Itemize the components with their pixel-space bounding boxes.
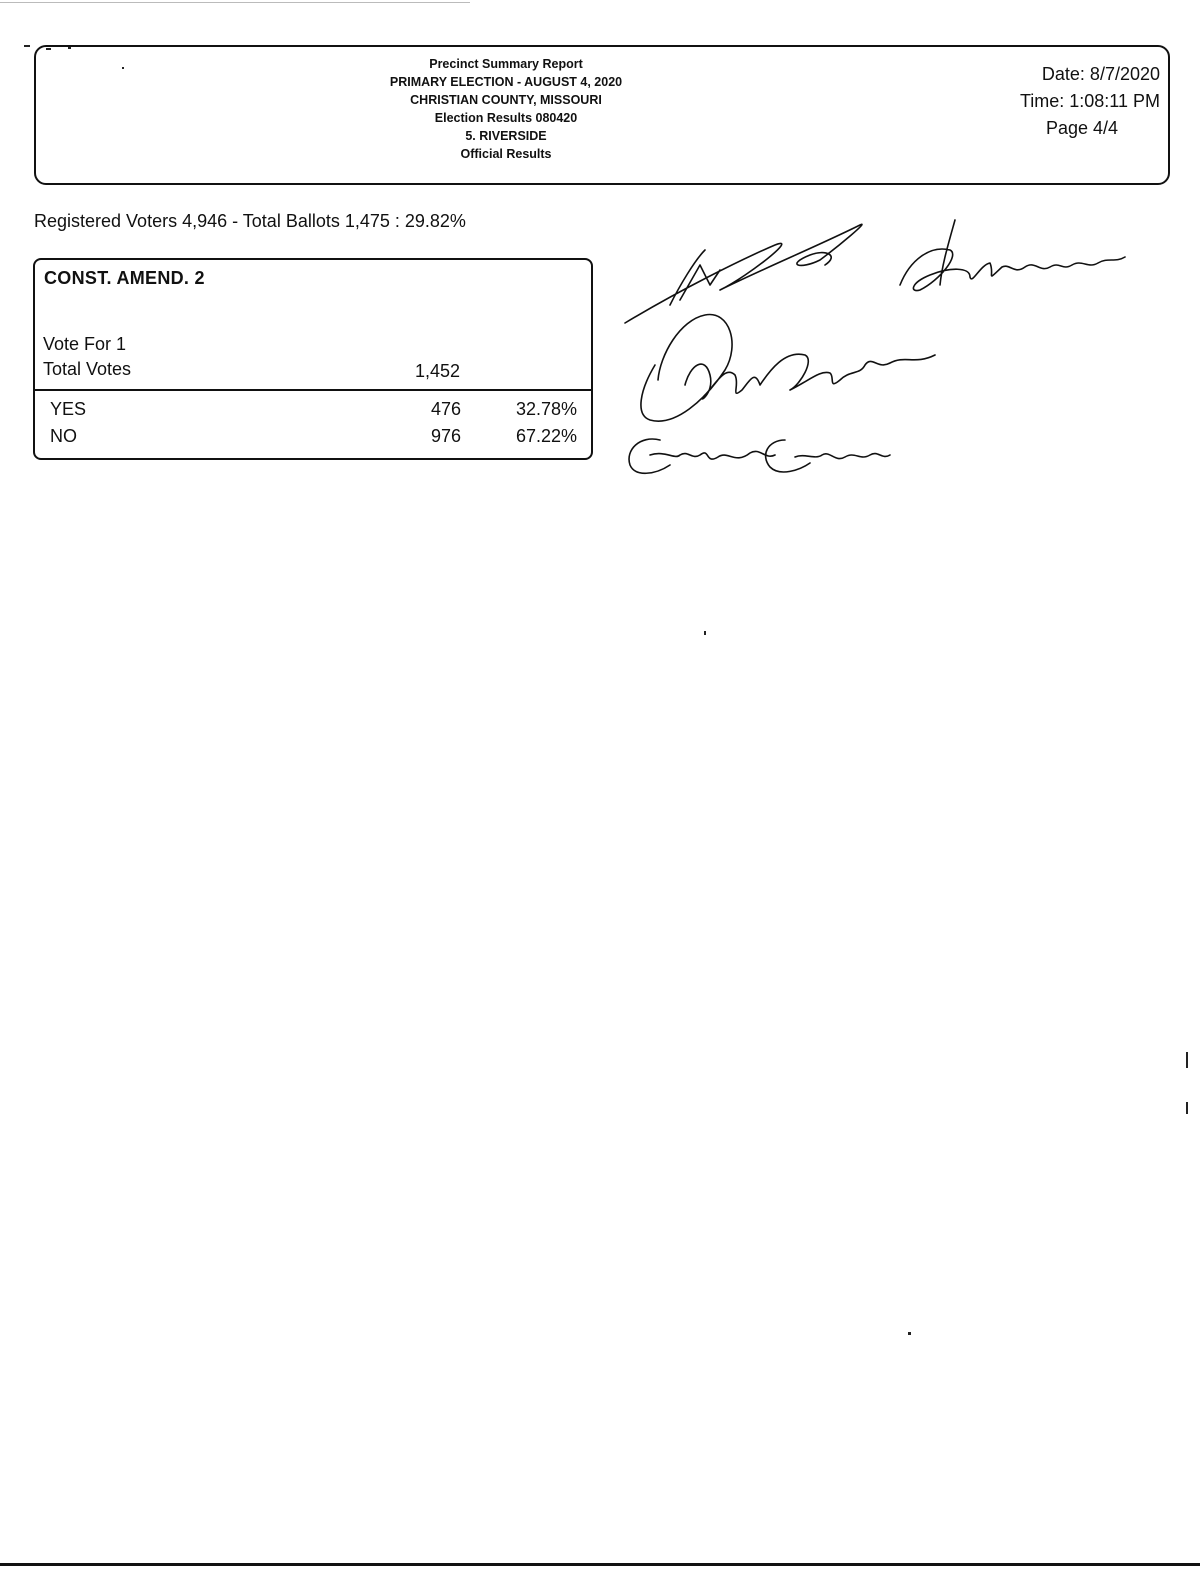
total-votes-value: 1,452: [414, 361, 460, 381]
page-number: Page 4/4: [1045, 118, 1118, 138]
choice-name: YES: [50, 399, 87, 419]
signature-4: [629, 439, 890, 473]
choice-row-yes: [35, 399, 591, 425]
election-name: PRIMARY ELECTION - AUGUST 4, 2020: [389, 75, 623, 89]
county-name: CHRISTIAN COUNTY, MISSOURI: [410, 93, 602, 107]
contest-title: CONST. AMEND. 2: [44, 268, 205, 288]
choice-votes: 976: [430, 426, 461, 446]
report-meta: [960, 61, 1160, 142]
choice-name: NO: [50, 426, 77, 446]
report-header-box: [34, 45, 1170, 185]
vote-for-label: Vote For 1: [43, 334, 127, 354]
choice-percent: 32.78%: [515, 399, 577, 419]
contest-box: [33, 258, 593, 460]
report-date: Date: 8/7/2020: [1041, 64, 1160, 84]
contest-divider: [35, 389, 591, 391]
choice-percent: 67.22%: [515, 426, 577, 446]
total-votes-label: Total Votes: [43, 359, 132, 379]
choice-votes: 476: [430, 399, 461, 419]
report-time: Time: 1:08:11 PM: [1019, 91, 1160, 111]
choice-row-no: [35, 426, 591, 452]
results-id: Election Results 080420: [434, 111, 578, 125]
signature-2: [900, 220, 1125, 291]
signature-1: [625, 224, 862, 323]
results-status: Official Results: [460, 147, 552, 161]
official-signatures: [610, 205, 1170, 505]
report-header-center: [336, 55, 676, 163]
registration-summary: Registered Voters 4,946 - Total Ballots 1,475 : 29.82%: [34, 211, 466, 231]
signature-3: [641, 315, 935, 422]
scan-edge-line: [0, 1563, 1200, 1566]
precinct-name: 5. RIVERSIDE: [465, 129, 547, 143]
report-title: Precinct Summary Report: [429, 57, 583, 71]
